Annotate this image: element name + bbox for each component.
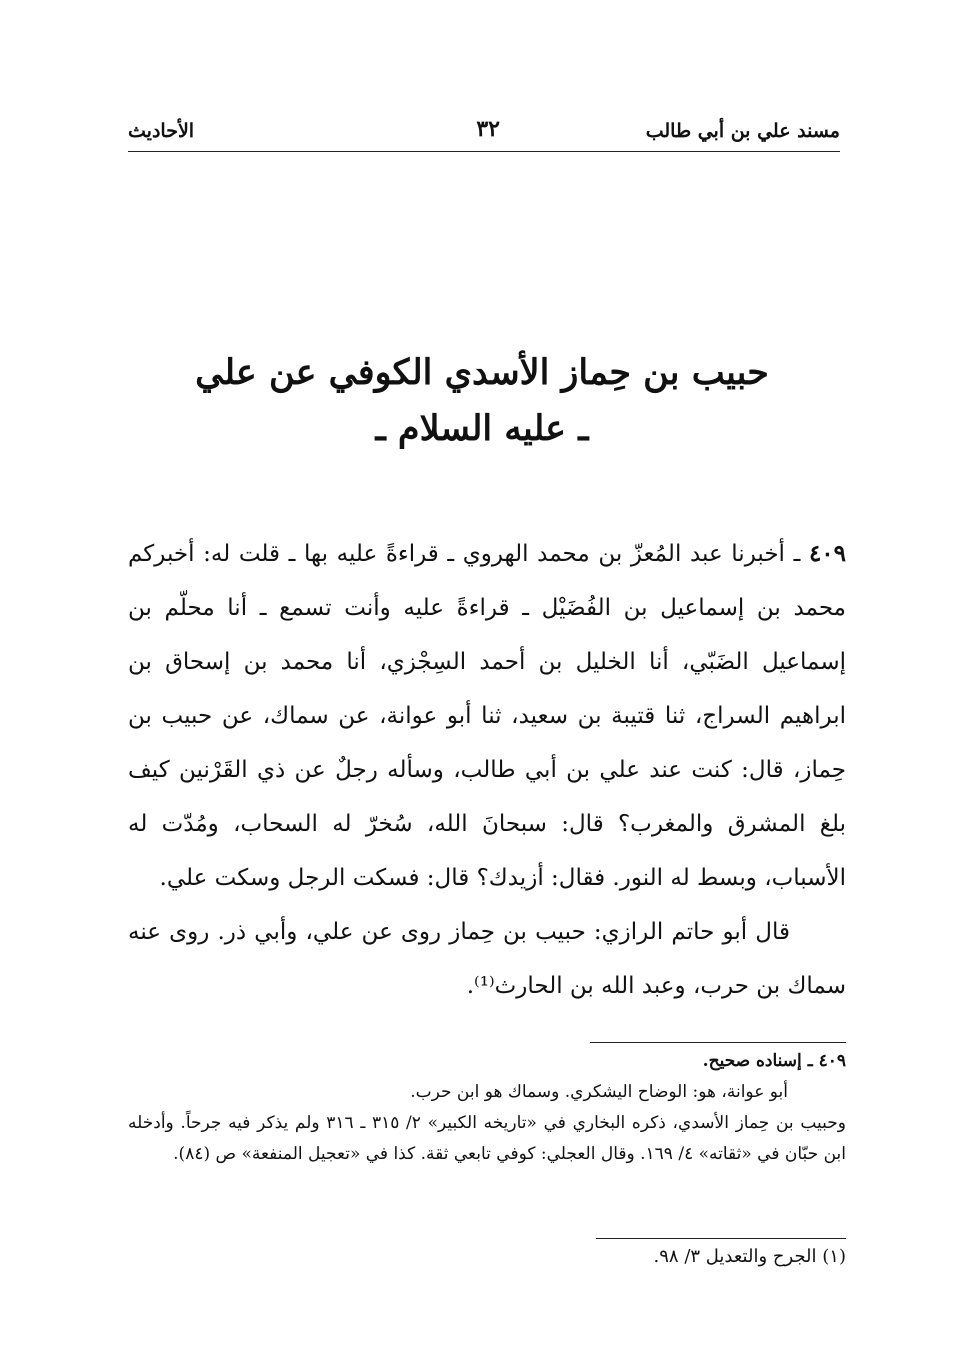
chapter-title-line-2: ـ عليه السلام ـ (375, 408, 589, 449)
note-line-2: وحبيب بن حِماز الأسدي، ذكره البخاري في «تاريخه الكبير» ٢/ ٣١٥ ـ ٣١٦ ولم يذكر فيه جرحاً. وأدخله ابن حبّان في «ثقاته» ٤/ ١٦٩. وقال العجلي: كوفي تابعي ثقة. كذا في «تعجيل المنفعة» ص (٨٤). (128, 1113, 846, 1164)
hadith-number: ٤٠٩ (808, 540, 846, 567)
header-divider (128, 151, 840, 152)
footnote: (١) الجرح والتعديل ٣/ ٩٨. (653, 1246, 846, 1267)
chapter-heading (170, 345, 794, 457)
commentary-paragraph: قال أبو حاتم الرازي: حبيب بن حِماز روى عن علي، وأبي ذر. روى عنه سماك بن حرب، وعبد الله بن الحارث⁽¹⁾. (128, 919, 846, 999)
note-heading: ٤٠٩ ـ إسناده صحيح. (702, 1051, 846, 1071)
notes-divider (590, 1042, 846, 1043)
note-line-1: أبو عوانة، هو: الوضاح اليشكري. وسماك هو ابن حرب. (410, 1082, 788, 1102)
page-number: ٣٢ (476, 116, 500, 142)
book-title: مسند علي بن أبي طالب (645, 120, 840, 142)
chapter-title-line-1: حبيب بن حِماز الأسدي الكوفي عن علي (195, 352, 769, 393)
hadith-paragraph (128, 527, 846, 905)
main-text (128, 527, 846, 1013)
footnote-divider (596, 1238, 846, 1239)
section-title: الأحاديث (128, 120, 195, 142)
editor-notes (128, 1046, 846, 1170)
running-header (128, 116, 840, 152)
hadith-text: ـ أخبرنا عبد المُعزّ بن محمد الهروي ـ قراءةً عليه بها ـ قلت له: أخبركم محمد بن إسماعيل بن الفُضَيْل ـ قراءةً عليه وأنت تسمع ـ أنا محلّم بن إسماعيل الضَبّي، أنا الخليل بن أحمد السِجْزي، أنا محمد بن إسحاق بن ابراهيم السراج، ثنا قتيبة بن سعيد، ثنا أبو عوانة، عن سماك، عن حبيب بن حِماز، قال: كنت عند علي بن أبي طالب، وسأله رجلٌ عن ذي القَرْنين كيف بلغ المشرق والمغرب؟ قال: سبحانَ الله، سُخرّ له السحاب، ومُدّت له الأسباب، وبسط له النور. فقال: أزيدك؟ قال: فسكت الرجل وسكت علي. (128, 541, 846, 891)
